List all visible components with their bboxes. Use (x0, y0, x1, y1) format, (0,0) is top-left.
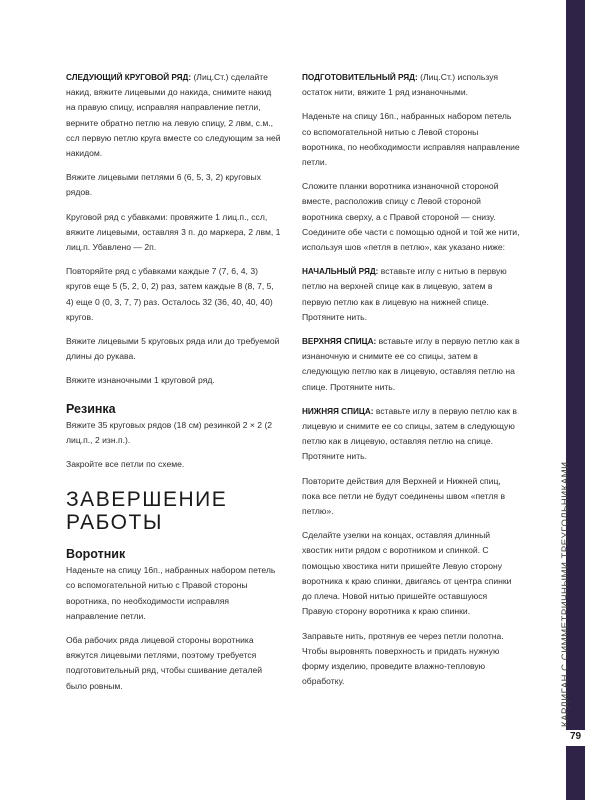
paragraph: Вяжите 35 круговых рядов (18 см) резинкой 2 × 2 (2 лиц.п., 2 изн.п.). (66, 419, 273, 445)
section-heading-ribbing: Резинка (66, 401, 116, 416)
paragraph: Повторяйте ряд с убавками каждые 7 (7, 6, 4, 3) кругов еще 5 (5, 2, 0, 2) раз, затем каждые 8 (8, 7, 5, 4) еще 0 (0, 3, 7, 7) раз. Осталось 32 (36, 40, 40, 40) кругов. (66, 266, 274, 322)
row-text: (Лиц.Ст.) сделайте накид, вяжите лицевыми до накида, снимите накид на правую спицу, исправляя направление петли, верните обратно петлю на левую спицу, 2 лвм, с.м., ссл первую петлю круга вместе со следующим за ней накидом. (66, 72, 281, 159)
paragraph: Закройте все петли по схеме. (66, 459, 185, 470)
paragraph: Вяжите лицевыми 5 круговых ряда или до требуемой длины до рукава. (66, 336, 280, 362)
row-lead: ВЕРХНЯЯ СПИЦА: (302, 337, 377, 347)
paragraph: Наденьте на спицу 16п., набранных набором петель со вспомогательной нитью с Левой стороны воротника, по необходимости исправляя направление петли. (302, 111, 520, 168)
right-column (302, 70, 520, 698)
row-text: вставьте иглу в первую петлю как в лицевую и снимите ее со спицы, затем в следующую петлю как в лицевую, оставляя петлю на спице. Протяните нить. (302, 405, 517, 462)
page-number: 79 (569, 731, 582, 742)
row-text: вставьте иглу в первую петлю как в изнаночную и снимите ее со спицы, затем в следующую петлю как в лицевую, оставляя петлю на спице. Протяните нить. (302, 336, 520, 392)
paragraph (302, 404, 520, 465)
paragraph (302, 264, 520, 325)
paragraph: Заправьте нить, протянув ее через петли полотна. Чтобы выровнять поверхность и придать нужную форму изделию, проведите влажно-тепловую обработку. (302, 630, 504, 687)
sidebar-chapter-title: КАРДИГАН С СИММЕТРИЧНЫМИ ТРЕУГОЛЬНИКАМИ (560, 461, 571, 727)
row-lead: НАЧАЛЬНЫЙ РЯД: (302, 267, 379, 277)
paragraph: Оба рабочих ряда лицевой стороны воротника вяжутся лицевыми петлями, поэтому требуется подготовительный ряд, чтобы сшивание деталей было ровным. (66, 635, 263, 691)
paragraph: Повторите действия для Верхней и Нижней спиц, пока все петли не будут соединены швом «петля в петлю». (302, 475, 506, 517)
row-lead: НИЖНЯЯ СПИЦА: (302, 406, 374, 416)
chapter-heading: ЗАВЕРШЕНИЕ РАБОТЫ (66, 488, 228, 535)
row-text: (Лиц.Ст.) используя остаток нити, вяжите 1 ряд изнаночными. (302, 72, 499, 98)
paragraph: Вяжите лицевыми петлями 6 (6, 5, 3, 2) круговых рядов. (66, 172, 261, 198)
row-lead: ПОДГОТОВИТЕЛЬНЫЙ РЯД: (302, 73, 418, 82)
row-lead: СЛЕДУЮЩИЙ КРУГОВОЙ РЯД: (66, 73, 192, 82)
paragraph (302, 334, 520, 395)
paragraph (302, 70, 520, 100)
paragraph: Вяжите изнаночными 1 круговой ряд. (66, 375, 215, 386)
paragraph: Сделайте узелки на концах, оставляя длинный хвостик нити рядом с воротником и спинкой. С помощью хвостика нити пришейте Левую сторону воротника к краю спинки, двигаясь от центра спинки до плеча. Новой нитью пришейте оставшуюся Правую сторону воротника к краю спинки. (302, 530, 512, 617)
row-text: вставьте иглу с нитью в первую петлю на верхней спице как в лицевую, затем в первую петлю как в лицевую на нижней спице. Протяните нить. (302, 266, 507, 322)
paragraph (66, 70, 281, 161)
paragraph: Наденьте на спицу 16п., набранных набором петель со вспомогательной нитью с Правой стороны воротника, по необходимости исправляя направление петли. (66, 565, 276, 621)
paragraph: Сложите планки воротника изнаночной стороной вместе, расположив спицу с Левой стороной воротника сверху, а с Правой стороной — снизу. Соедините обе части с помощью одной и той же нити, используя шов «петля в петлю», как указано ниже: (302, 181, 520, 253)
section-heading-collar: Воротник (66, 547, 126, 562)
paragraph: Круговой ряд с убавками: провяжите 1 лиц.п., ссл, вяжите лицевыми, оставляя 3 п. до маркера, 2 лвм, 1 лиц.п. Убавлено — 2п. (66, 211, 281, 253)
left-column (66, 70, 281, 703)
